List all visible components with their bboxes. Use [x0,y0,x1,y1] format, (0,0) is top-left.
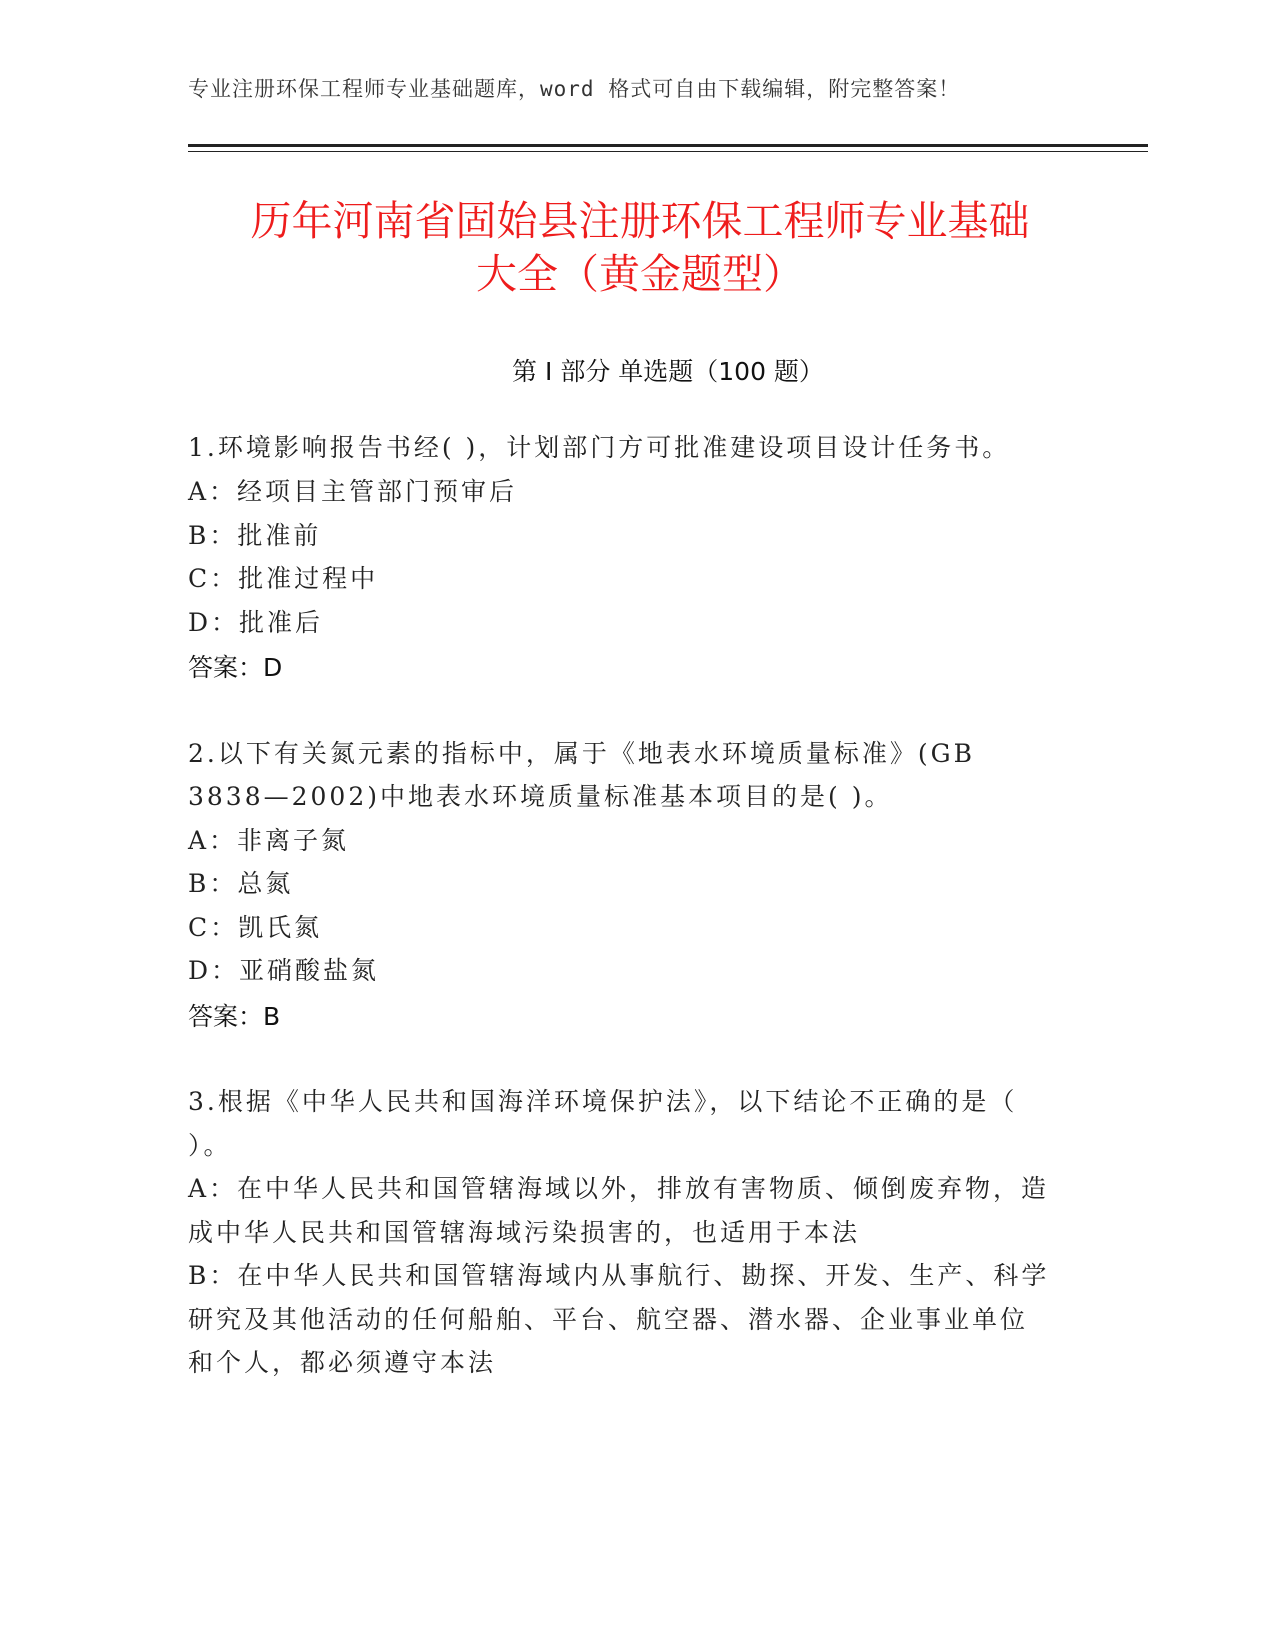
question-2-option-c: C：凯氏氮 [188,913,323,942]
question-1-option-b: B：批准前 [188,521,322,550]
document-title-line-1: 历年河南省固始县注册环保工程师专业基础 [250,197,1030,245]
question-3-option-b-line-3: 和个人，都必须遵守本法 [188,1348,497,1377]
question-2-option-b: B：总氮 [188,869,294,898]
question-3-stem-line-1: 3.根据《中华人民共和国海洋环境保护法》，以下结论不正确的是（ [188,1087,1018,1116]
question-3-option-b-line-1: B：在中华人民共和国管辖海域内从事航行、勘探、开发、生产、科学 [188,1261,1050,1290]
question-3-stem-line-2: ）。 [188,1131,232,1160]
question-1-option-a: A：经项目主管部门预审后 [188,477,518,506]
question-2-answer: 答案：B [188,1002,281,1031]
question-1-option-d: D：批准后 [188,608,324,637]
question-1-option-c: C：批准过程中 [188,564,379,593]
section-title: 第 I 部分 单选题（100 题） [512,357,824,386]
question-1-stem: 1.环境影响报告书经( )，计划部门方可批准建设项目设计任务书。 [188,433,1011,462]
question-3-option-a-line-2: 成中华人民共和国管辖海域污染损害的，也适用于本法 [188,1218,861,1247]
header-rule-thin [188,151,1148,152]
question-2-stem-line-1: 2.以下有关氮元素的指标中，属于《地表水环境质量标准》(GB [188,739,975,768]
document-title-line-2: 大全（黄金题型） [476,250,804,298]
question-2-option-d: D：亚硝酸盐氮 [188,956,380,985]
document-title [160,195,1120,301]
question-1-answer: 答案：D [188,653,283,682]
header-rule-thick [188,144,1148,147]
question-2-stem-line-2: 3838—2002)中地表水环境质量标准基本项目的是( )。 [188,782,893,811]
question-3-option-a-line-1: A：在中华人民共和国管辖海域以外，排放有害物质、倾倒废弃物，造 [188,1174,1050,1203]
question-3-option-b-line-2: 研究及其他活动的任何船舶、平台、航空器、潜水器、企业事业单位 [188,1305,1029,1334]
header-note: 专业注册环保工程师专业基础题库，word 格式可自由下载编辑，附完整答案！ [188,77,961,101]
question-2-option-a: A：非离子氮 [188,826,350,855]
